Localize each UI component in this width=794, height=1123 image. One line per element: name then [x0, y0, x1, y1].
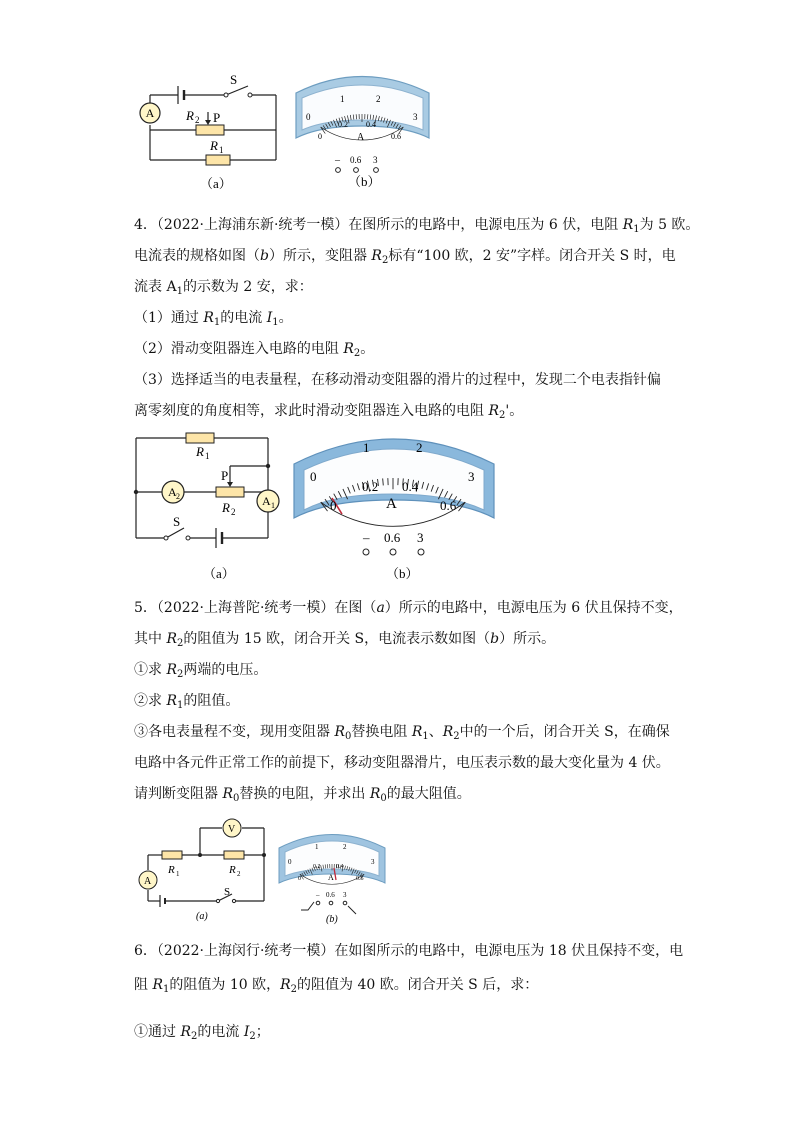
a1-sub: 1 [271, 501, 275, 510]
circuit-diagram-2 [128, 428, 293, 588]
q6-item1-suffix: ； [255, 1024, 270, 1040]
tick-top-2: 2 [376, 94, 381, 104]
switch-label: S [230, 72, 238, 87]
q4-item2-text: （2）滑动变阻器连入电路的电阻 [134, 341, 344, 357]
q5-item2-sub: 1 [177, 700, 184, 711]
q6-item1-mid: 的电流 [197, 1024, 244, 1040]
rheostat-r2 [196, 125, 224, 135]
q5-var: R [166, 631, 177, 647]
dial-tick [383, 478, 384, 485]
q5-item3-line3-var: R [222, 786, 233, 802]
q6-item1 [134, 1022, 674, 1042]
r1-label: R [210, 138, 218, 153]
tick-top-3: 3 [371, 858, 375, 866]
q6-line1-text: 6．（2022·上海闵行·统考一模）在如图所示的电路中，电源电压为 18 伏且保持不变，电 [134, 943, 684, 959]
q4-item1-sub: 1 [213, 317, 221, 328]
tick-top-0: 0 [310, 469, 317, 484]
terminal-3: 3 [343, 891, 347, 899]
circuit-diagram-3 [130, 815, 275, 925]
q5-line1-text: 5．（2022·上海普陀·统考一模）在图（ [134, 600, 377, 616]
unit-label: A [328, 873, 334, 882]
tick-top-3: 3 [468, 469, 475, 484]
tick-bottom-2: 0.4 [366, 120, 376, 129]
q6-var: R [152, 977, 163, 993]
q5-line2-mid: 的阻值为 15 欧，闭合开关 S，电流表示数如图（ [183, 631, 491, 647]
tick-bottom-2: 0.4 [336, 864, 344, 870]
figure-1-circuit [130, 70, 290, 199]
terminal-3: 3 [417, 530, 424, 545]
slider-label: P [213, 110, 221, 125]
r2-label: R [222, 500, 230, 515]
q4-sub: 1 [633, 224, 640, 235]
q5-item2-suffix: 的阻值。 [183, 693, 240, 709]
r2-sub: 2 [231, 507, 236, 517]
q5-item3-line3 [134, 784, 674, 804]
resistor-r1 [206, 155, 230, 165]
switch-label: S [173, 514, 181, 529]
ammeter-dial-2 [290, 428, 500, 592]
slider-label: P [221, 468, 229, 483]
q4-item1-var: R [203, 310, 214, 326]
q4-item2-var: R [343, 341, 354, 357]
q4-var2: R [371, 248, 382, 264]
tick-bottom-2: 0.4 [402, 479, 419, 494]
meter-svg-1 [290, 68, 435, 193]
q5-item3-var2: R [442, 724, 454, 740]
q5-item3-line3-suffix: 的最大阻值。 [386, 786, 471, 802]
caption-a: (a) [196, 911, 208, 922]
q6-sub2: 2 [290, 984, 298, 995]
tick-bottom-1: 0.2 [338, 120, 348, 129]
q5-item1 [134, 660, 674, 680]
r1-label: R [168, 864, 175, 876]
q5-item3-var1: R [411, 724, 423, 740]
q4-line3-text: 流表 A [134, 279, 177, 295]
voltmeter-label: V [228, 824, 236, 835]
tick-bottom-0: 0 [318, 132, 322, 141]
q5-item3-sub1: 1 [422, 731, 429, 742]
a2-label: A [168, 485, 177, 499]
terminal-3: 3 [373, 155, 378, 165]
unit-label: A [386, 496, 397, 512]
tick-bottom-1: 0.2 [362, 479, 379, 494]
q5-sub: 2 [177, 638, 184, 649]
figure-3-circuit [130, 815, 275, 929]
resistor-r1 [186, 433, 214, 443]
ammeter-label: A [145, 106, 155, 120]
q5-item3-sub2: 2 [453, 731, 460, 742]
q4-item1-sub2: 1 [272, 317, 279, 328]
terminal-06: 0.6 [326, 891, 335, 899]
tick-top-0: 0 [288, 858, 292, 866]
r2-label: R [229, 864, 236, 876]
q5-item3-line3-sub2: 0 [380, 793, 387, 804]
q5-item1-sub: 2 [177, 669, 184, 680]
q5-item2-var: R [166, 693, 177, 709]
resistor-r2 [224, 851, 244, 859]
q5-item3-text: ③各电表量程不变，现用变阻器 [134, 724, 335, 740]
q5-item3-line1 [134, 722, 674, 742]
q5-item3-line3-mid: 替换的电阻，并求出 [239, 786, 370, 802]
terminal-minus: – [316, 891, 320, 899]
meter-svg-2 [290, 428, 500, 588]
q5-item3-line3-sub: 0 [233, 793, 240, 804]
q4-item3-sub: 2 [499, 410, 506, 421]
q4-item1-suffix: 。 [278, 310, 293, 326]
q6-item1-var2: I [243, 1024, 250, 1040]
q4-item1 [134, 308, 674, 328]
q4-line1-text: 4．（2022·上海浦东新·统考一模）在图所示的电路中，电源电压为 6 伏，电阻 [134, 217, 623, 233]
caption-a: （a） [200, 176, 232, 191]
ammeter-dial-1 [290, 68, 435, 197]
unit-label: A [357, 132, 365, 143]
r2-label: R [186, 108, 194, 123]
tick-top-2: 2 [343, 843, 347, 851]
q4-line2-mid: ）所示，变阻器 [268, 248, 372, 264]
q4-line1-suffix: 为 5 欧。 [639, 217, 700, 233]
q4-line2-text: 电流表的规格如图（ [134, 248, 260, 264]
q4-line1 [134, 215, 700, 235]
q5-item1-var: R [166, 662, 177, 678]
q4-item3-suffix: '。 [505, 403, 524, 419]
q5-item3-var0: R [334, 724, 345, 740]
q4-item1-text: （1）通过 [134, 310, 204, 326]
q4-item3-line2 [134, 401, 674, 421]
a1-label: A [262, 494, 271, 508]
q5-item3-line3-text: 请判断变阻器 [134, 786, 223, 802]
rheostat-r2 [216, 487, 244, 497]
q5-item3-mid: 替换电阻 [351, 724, 412, 740]
q4-sub2: 2 [381, 255, 389, 266]
r2-sub: 2 [237, 870, 241, 878]
caption-b: (b) [326, 914, 338, 925]
q6-var2: R [280, 977, 291, 993]
q4-item1-var2: I [266, 310, 273, 326]
q4-line2-suffix: 标有“100 欧，2 安”字样。闭合开关 S 时，电 [388, 248, 676, 264]
tick-top-1: 1 [363, 440, 370, 455]
q4-item3-text: （3）选择适当的电表量程，在移动滑动变阻器的滑片的过程中，发现二个电表指针偏 [134, 372, 661, 388]
caption-b: （b） [386, 566, 419, 581]
q5-item2-text: ②求 [134, 693, 167, 709]
q5-item1-text: ①求 [134, 662, 167, 678]
terminal-minus: – [335, 155, 340, 166]
q4-item1-mid: 的电流 [220, 310, 267, 326]
q5-fig-b: b [490, 631, 500, 647]
r1-label: R [196, 444, 204, 459]
q5-line1 [134, 598, 683, 618]
q6-line2 [134, 975, 674, 995]
resistor-r1 [162, 851, 182, 859]
figure-2-circuit [128, 428, 293, 592]
q4-line3 [134, 277, 674, 297]
q5-item1-suffix: 两端的电压。 [183, 662, 268, 678]
q6-line1 [134, 941, 684, 961]
r1-sub: 1 [205, 451, 210, 461]
q6-line2-suffix: 的阻值为 40 欧。闭合开关 S 后，求： [297, 977, 539, 993]
q4-var: R [622, 217, 634, 233]
q6-sub: 1 [163, 984, 170, 995]
tick-bottom-0: 0 [330, 498, 337, 513]
a2-sub: 2 [176, 492, 180, 501]
q6-line2-text: 阻 [134, 977, 153, 993]
q5-item3-sub0: 0 [345, 731, 352, 742]
wire-lead-2 [348, 906, 356, 914]
r1-sub: 1 [219, 145, 224, 155]
q5-line1-suffix: ）所示的电路中，电源电压为 6 伏且保持不变， [384, 600, 683, 616]
q4-item3-line2-text: 离零刻度的角度相等，求此时滑动变阻器连入电路的电阻 [134, 403, 489, 419]
tick-top-2: 2 [416, 440, 423, 455]
q5-item2 [134, 691, 674, 711]
tick-top-1: 1 [315, 843, 319, 851]
q4-item2 [134, 339, 674, 359]
caption-a: （a） [203, 566, 235, 581]
q5-item3-line2-text: 电路中各元件正常工作的前提下，移动变阻器滑片，电压表示数的最大变化量为 4 伏。 [134, 755, 670, 771]
q5-item3-sep: 、 [428, 724, 443, 740]
switch-label: S [224, 886, 231, 898]
q4-fig-b: b [260, 248, 269, 264]
circuit-diagram-1 [130, 70, 290, 195]
r2-sub: 2 [195, 115, 200, 125]
q5-line2 [134, 629, 674, 649]
q4-item3-line1 [134, 370, 674, 390]
q5-item3-line2 [134, 753, 674, 773]
q5-fig-a: a [376, 600, 385, 616]
q4-item2-sub: 2 [353, 348, 361, 359]
terminal-06: 0.6 [350, 155, 362, 165]
tick-top-0: 0 [306, 112, 311, 122]
ammeter-dial-3 [276, 828, 388, 932]
q4-sub3: 1 [176, 286, 183, 297]
tick-bottom-3: 0.6 [356, 876, 364, 882]
tick-top-1: 1 [340, 94, 345, 104]
tick-bottom-0: 0 [298, 876, 301, 882]
q5-line2-text: 其中 [134, 631, 167, 647]
q4-item3-var: R [488, 403, 499, 419]
q4-line3-suffix: 的示数为 2 安，求： [182, 279, 313, 295]
q6-item1-sub2: 2 [249, 1031, 256, 1042]
tick-top-3: 3 [413, 112, 418, 122]
q5-line2-suffix: ）所示。 [499, 631, 556, 647]
q5-item3-suffix: 中的一个后，闭合开关 S，在确保 [459, 724, 670, 740]
r1-sub: 1 [176, 870, 180, 878]
tick-bottom-3: 0.6 [440, 498, 457, 513]
terminal-06: 0.6 [384, 530, 401, 545]
q6-item1-var: R [180, 1024, 191, 1040]
terminal-minus: – [363, 530, 370, 545]
wire-lead [301, 902, 314, 910]
ammeter-label: A [144, 876, 152, 887]
caption-b: （b） [348, 174, 381, 189]
tick-bottom-1: 0.2 [313, 864, 321, 870]
q6-item1-sub: 2 [191, 1031, 198, 1042]
q6-line2-mid: 的阻值为 10 欧， [169, 977, 281, 993]
q4-item2-suffix: 。 [360, 341, 375, 357]
meter-svg-3 [276, 828, 388, 928]
q5-item3-line3-var2: R [369, 786, 381, 802]
q6-item1-text: ①通过 [134, 1024, 181, 1040]
q4-line2 [134, 246, 674, 266]
tick-bottom-3: 0.6 [391, 132, 401, 141]
